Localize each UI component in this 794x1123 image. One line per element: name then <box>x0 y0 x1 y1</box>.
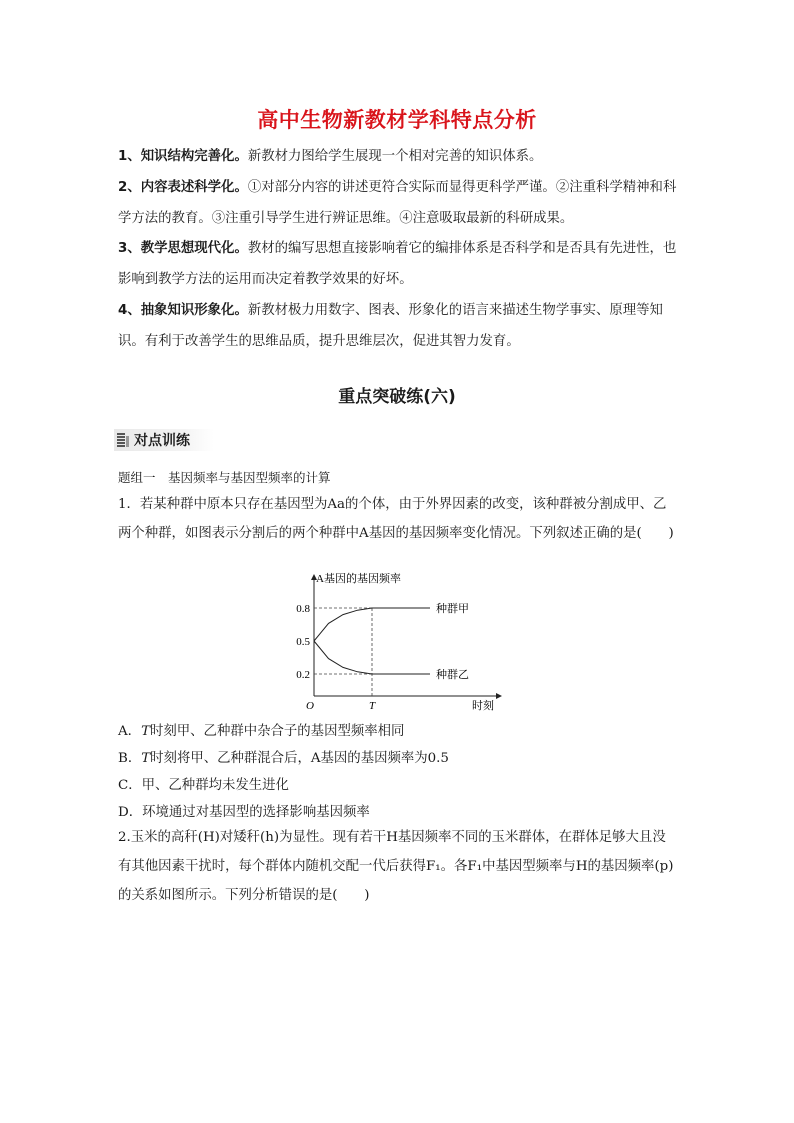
option-a-letter: A． <box>118 724 142 739</box>
option-d-text: 环境通过对基因型的选择影响基因频率 <box>142 805 370 820</box>
option-a-italic: T <box>141 724 150 739</box>
series-label-2: 种群乙 <box>436 669 469 681</box>
section-tag <box>114 429 214 451</box>
option-d <box>118 801 370 820</box>
option-b <box>118 747 449 766</box>
point-3-lead: 3、教学思想现代化。 <box>118 241 248 256</box>
option-d-letter: D． <box>118 805 143 820</box>
point-3 <box>118 233 678 295</box>
option-c-letter: C． <box>118 778 142 793</box>
group-label: 题组一 基因频率与基因型频率的计算 <box>118 470 331 485</box>
tag-bars-icon <box>117 433 125 447</box>
y-axis-label: A基因的基因频率 <box>316 573 401 585</box>
point-1-text: 新教材力图给学生展现一个相对完善的知识体系。 <box>247 149 543 164</box>
option-a-text: 时刻甲、乙种群中杂合子的基因型频率相同 <box>150 724 405 739</box>
origin-label: O <box>306 700 314 712</box>
option-b-text: 时刻将甲、乙种群混合后，A基因的基因频率为0.5 <box>150 751 449 766</box>
option-c-text: 甲、乙种群均未发生进化 <box>141 778 289 793</box>
y-tick-label: 0.5 <box>296 636 310 648</box>
series-label-1: 种群甲 <box>436 603 469 615</box>
option-c <box>118 774 289 793</box>
tag-label: 对点训练 <box>134 433 190 449</box>
allele-frequency-chart <box>284 570 504 712</box>
option-b-letter: B． <box>118 751 142 766</box>
tag-bar-icon <box>126 436 129 447</box>
point-2-text: ①对部分内容的讲述更符合实际而显得更科学严谨。②注重科学精神和科学方法的教育。③注重引导学生进行辨证思维。④注意吸取最新的科研成果。 <box>118 180 677 226</box>
question-1: 1．若某种群中原本只存在基因型为Aa的个体，由于外界因素的改变，该种群被分割成甲、乙两个种群，如图表示分割后的两个种群中A基因的基因频率变化情况。下列叙述正确的是( ) <box>118 497 674 541</box>
point-2-lead: 2、内容表述科学化。 <box>118 180 248 195</box>
x-axis-label: 时刻 <box>472 700 494 712</box>
t-label: T <box>369 700 376 712</box>
point-4-lead: 4、抽象知识形象化。 <box>118 303 248 318</box>
page-title: 高中生物新教材学科特点分析 <box>257 108 537 132</box>
y-tick-label: 0.8 <box>296 603 310 615</box>
point-1-lead: 1、知识结构完善化。 <box>118 149 248 164</box>
point-4-text: 新教材极力用数字、图表、形象化的语言来描述生物学事实、原理等知识。有利于改善学生的思维品质，提升思维层次，促进其智力发育。 <box>118 303 663 349</box>
question-2: 2.玉米的高秆(H)对矮秆(h)为显性。现有若干H基因频率不同的玉米群体，在群体足够大且没有其他因素干扰时，每个群体内随机交配一代后获得F₁。各F₁中基因型频率与H的基因频率(p)的关系如图所示。下列分析错误的是( ) <box>118 830 674 903</box>
point-3-text: 教材的编写思想直接影响着它的编排体系是否科学和是否具有先进性，也影响到教学方法的运用而决定着教学效果的好坏。 <box>118 241 677 287</box>
option-a <box>118 720 404 739</box>
point-2 <box>118 172 678 234</box>
x-axis-arrow-icon <box>496 693 502 699</box>
section-title: 重点突破练(六) <box>338 387 456 407</box>
point-1 <box>118 141 678 172</box>
point-4 <box>118 295 678 357</box>
y-tick-label: 0.2 <box>296 669 310 681</box>
option-b-italic: T <box>141 751 151 766</box>
